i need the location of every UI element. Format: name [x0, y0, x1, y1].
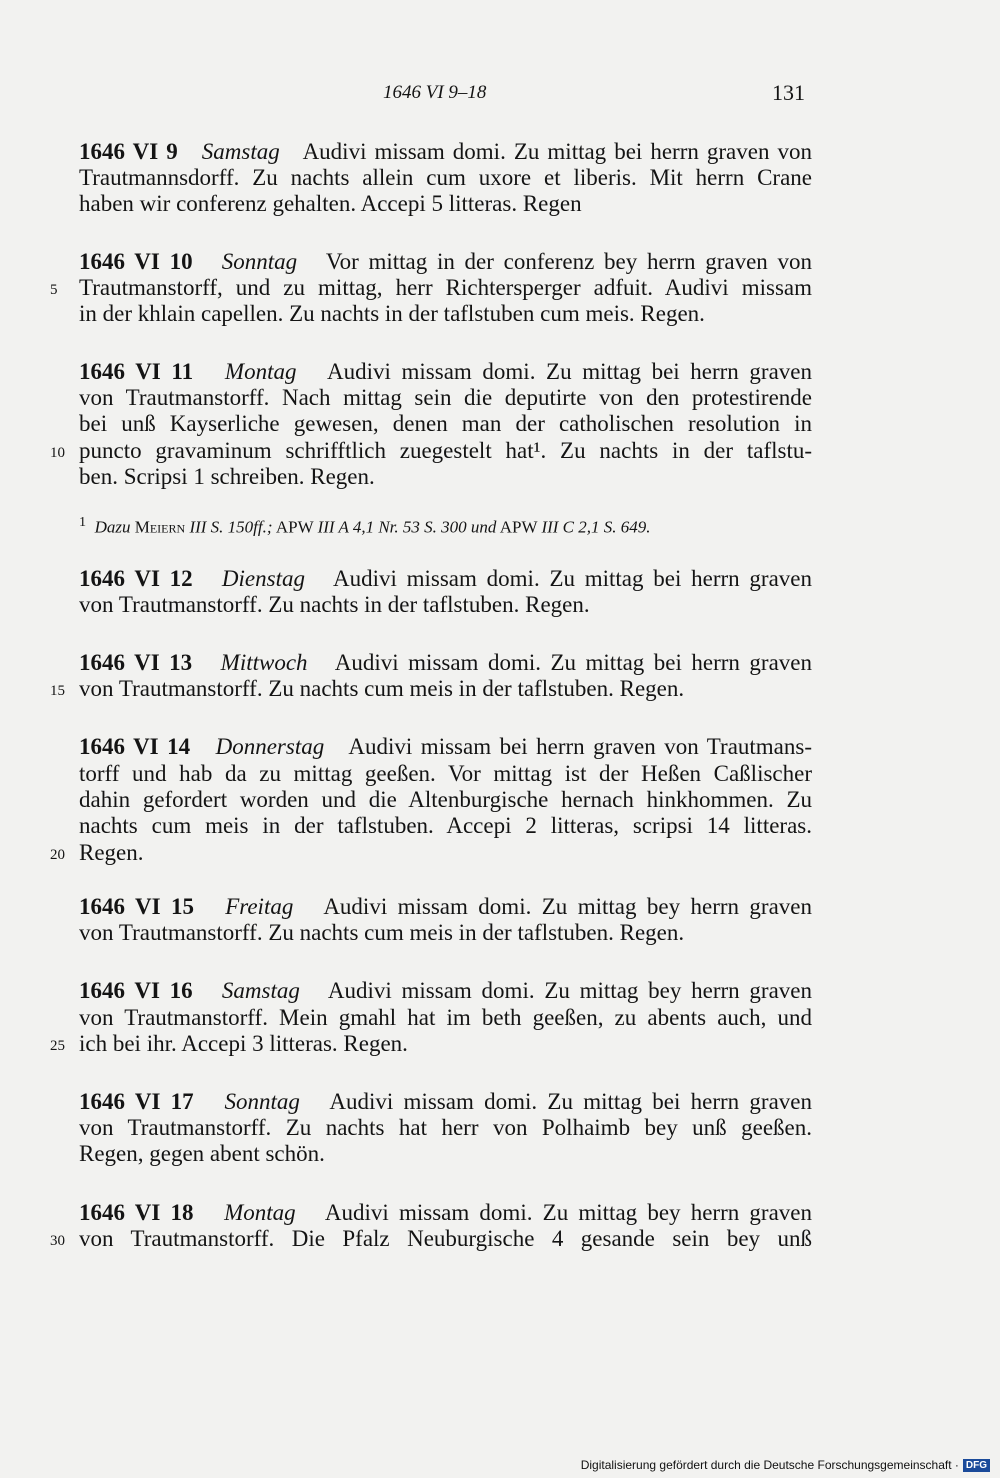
text-line: 1646 VI 9 Samstag Audivi missam domi. Zu mittag bei herrn graven von: [79, 139, 812, 164]
entry-weekday: Samstag: [221, 978, 300, 1003]
text-line: torff und hab da zu mittag geeßen. Vor mittag ist der Heßen Caßlischer: [79, 761, 812, 786]
text-line: 1646 VI 15 Freitag Audivi missam domi. Zu mittag bey herrn graven: [79, 894, 813, 919]
entry-weekday: Montag: [224, 1200, 296, 1225]
entry-weekday: Freitag: [225, 894, 294, 919]
text-line: 1646 VI 16 Samstag Audivi missam domi. Zu mittag bey herrn graven: [79, 978, 812, 1003]
text-line: 1646 VI 13 Mittwoch Audivi missam domi. Zu mittag bei herrn graven: [79, 650, 812, 675]
text-line: nachts cum meis in der taflstuben. Accepi 2 litteras, scripsi 14 litteras.: [79, 813, 812, 838]
text-line: ben. Scripsi 1 schreiben. Regen.: [79, 464, 375, 489]
entry-date: 1646 VI 17: [79, 1089, 194, 1114]
entry-weekday: Mittwoch: [220, 650, 308, 675]
entry-date: 1646 VI 16: [79, 978, 193, 1003]
footnote-mark: 1: [79, 514, 87, 530]
entry-date: 1646 VI 9: [79, 139, 178, 164]
digitization-credit: Digitalisierung gefördert durch die Deutsche Forschungsgemeinschaft · DFG: [581, 1458, 990, 1472]
entry-date: 1646 VI 10: [79, 249, 193, 274]
text-line: 1646 VI 14 Donnerstag Audivi missam bei herrn graven von Trautmans-: [79, 734, 813, 759]
entry-date: 1646 VI 18: [79, 1200, 194, 1225]
entry-weekday: Dienstag: [221, 566, 305, 591]
text-line: von Trautmanstorff. Zu nachts cum meis in der taflstuben. Regen.: [79, 920, 685, 945]
entry-date: 1646 VI 15: [79, 894, 194, 919]
page-number: 131: [772, 80, 805, 105]
text-line: Regen, gegen abent schön.: [79, 1141, 325, 1166]
text-line: von Trautmanstorff. Zu nachts in der taflstuben. Regen.: [79, 592, 590, 617]
text-line: 30 von Trautmanstorff. Die Pfalz Neuburgische 4 gesande sein bey unß: [79, 1225, 812, 1253]
line-number: 15: [50, 683, 65, 699]
text-line: 15 von Trautmanstorff. Zu nachts cum meis in der taflstuben. Regen.: [79, 675, 812, 703]
entry-date: 1646 VI 14: [79, 734, 191, 759]
text-line: 25 ich bei ihr. Accepi 3 litteras. Regen.: [79, 1030, 812, 1058]
text-line: 1646 VI 17 Sonntag Audivi missam domi. Zu mittag bei herrn graven: [79, 1089, 812, 1114]
line-number: 20: [50, 847, 65, 863]
line-number: 25: [50, 1038, 65, 1054]
entry-weekday: Samstag: [201, 139, 280, 164]
text-line: dahin gefordert worden und die Altenburgische hernach hinkhommen. Zu: [79, 787, 812, 812]
entry-weekday: Sonntag: [221, 249, 298, 274]
footnote-author: Meiern: [134, 517, 186, 537]
entry-weekday: Montag: [224, 359, 297, 384]
entry-date: 1646 VI 13: [79, 650, 193, 675]
entry-weekday: Donnerstag: [215, 734, 325, 759]
text-line: 1646 VI 11 Montag Audivi missam domi. Zu mittag bei herrn graven: [79, 359, 812, 384]
text-line: 20 Regen.: [79, 839, 812, 867]
entry-date: 1646 VI 11: [79, 359, 194, 384]
text-line: 10 puncto gravaminum schrifftlich zuegestelt hat¹. Zu nachts in der taflstu-: [79, 437, 812, 465]
text-line: Trautmannsdorff. Zu nachts allein cum uxore et liberis. Mit herrn Crane: [79, 165, 812, 190]
text-line: 1646 VI 12 Dienstag Audivi missam domi. Zu mittag bei herrn graven: [79, 566, 812, 591]
running-head: 1646 VI 9–18: [383, 82, 487, 103]
text-line: haben wir conferenz gehalten. Accepi 5 litteras. Regen: [79, 191, 582, 216]
entry-weekday: Sonntag: [224, 1089, 300, 1114]
footnote: $^1$ Dazu Meiern III S. 150ff.; APW III A 4,1 Nr. 53 S. 300 und APW III C 2,1 S. 649.: [79, 514, 651, 537]
text-line: von Trautmanstorff. Nach mittag sein die deputirte von den protestirende: [79, 385, 812, 410]
text-line: bei unß Kayserliche gewesen, denen man der catholischen resolution in: [79, 411, 812, 436]
line-number: 30: [50, 1233, 65, 1249]
text-line: in der khlain capellen. Zu nachts in der taflstuben cum meis. Regen.: [79, 301, 705, 326]
line-number: 5: [50, 282, 58, 298]
entry-date: 1646 VI 12: [79, 566, 193, 591]
text-line: von Trautmanstorff. Mein gmahl hat im beth geeßen, zu abents auch, und: [79, 1005, 812, 1030]
text-line: 1646 VI 18 Montag Audivi missam domi. Zu mittag bey herrn graven: [79, 1200, 812, 1225]
text-line: von Trautmanstorff. Zu nachts hat herr von Polhaimb bey unß geeßen.: [79, 1115, 812, 1140]
text-line: 5 Trautmanstorff, und zu mittag, herr Richtersperger adfuit. Audivi missam: [79, 274, 812, 302]
line-number: 10: [50, 445, 65, 461]
dfg-logo-icon: DFG: [963, 1459, 990, 1472]
page-header: [0, 80, 1000, 110]
text-line: 1646 VI 10 Sonntag Vor mittag in der conferenz bey herrn graven von: [79, 249, 812, 274]
